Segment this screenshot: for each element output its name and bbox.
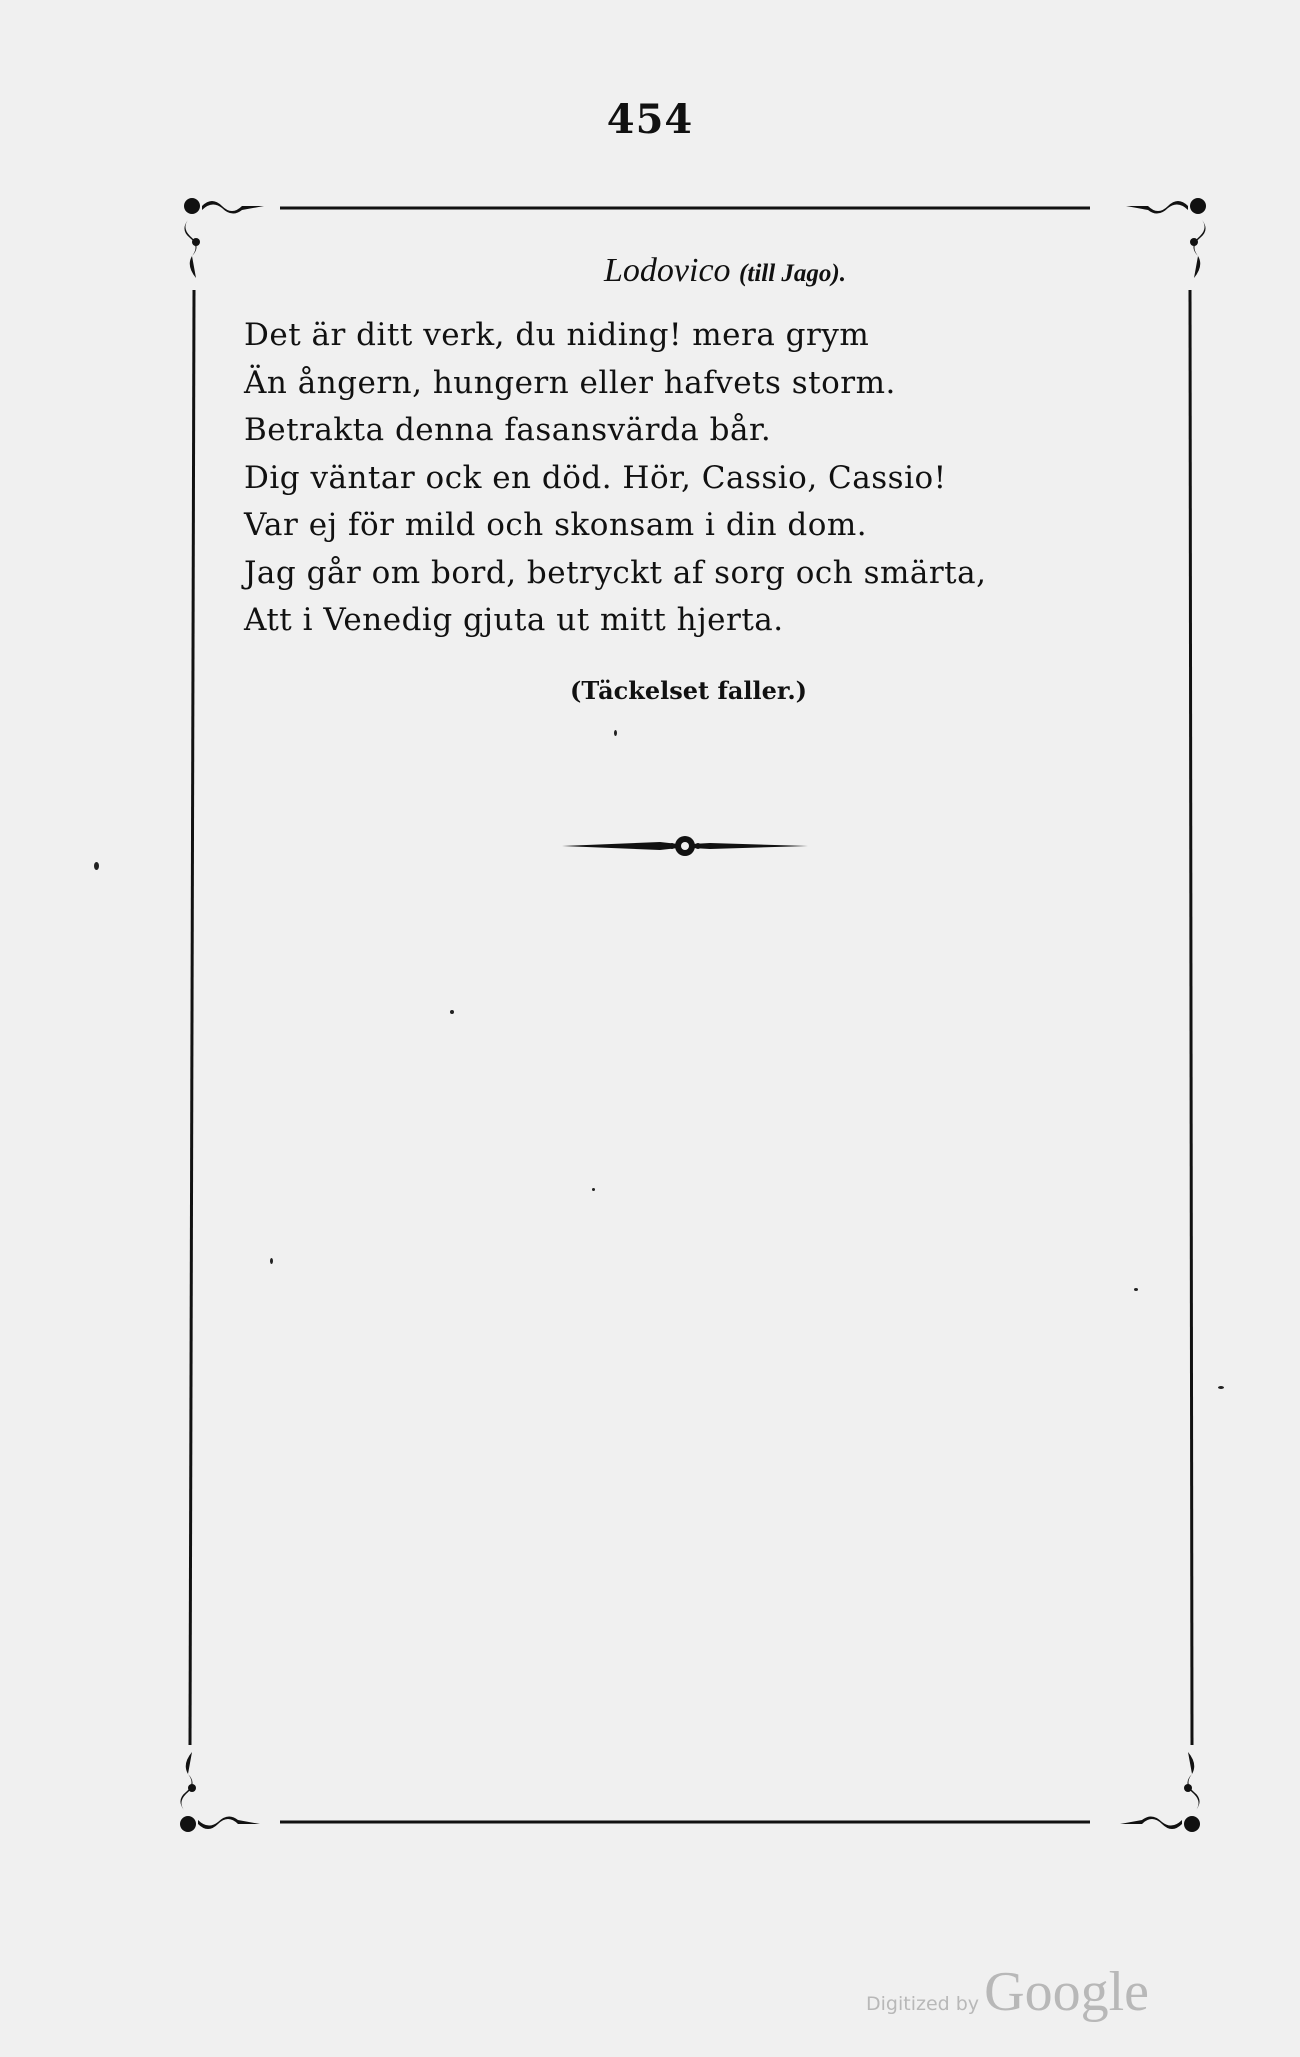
print-speck: [592, 1188, 595, 1191]
verse-line: Än ångern, hungern eller hafvets storm.: [244, 364, 896, 401]
print-speck: [614, 730, 617, 736]
corner-ornament-bottom-left-icon: [180, 1752, 260, 1832]
verse-line: Jag går om bord, betryckt af sorg och smärta,: [244, 554, 987, 591]
stage-direction: (Täckelset faller.): [570, 676, 808, 705]
verse-line: Var ej för mild och skonsam i din dom.: [244, 507, 868, 543]
print-speck: [1134, 1288, 1138, 1291]
watermark-prefix: Digitized by: [866, 1993, 980, 2015]
tail-piece-ornament-icon: [560, 828, 810, 868]
verse-block: [244, 312, 986, 645]
corner-ornament-bottom-right-icon: [1120, 1752, 1200, 1832]
digitized-by-google-watermark: [866, 1960, 1149, 2024]
watermark-brand: Google: [984, 1961, 1149, 2023]
corner-ornament-top-left-icon: [184, 198, 264, 278]
print-speck: [94, 862, 99, 870]
verse-line: Att i Venedig gjuta ut mitt hjerta.: [244, 602, 784, 638]
verse-line: Betrakta denna fasansvärda bår.: [244, 412, 772, 448]
verse-line: Det är ditt verk, du niding! mera grym: [244, 317, 870, 353]
corner-ornament-top-right-icon: [1126, 198, 1206, 278]
verse-line: Dig väntar ock en död. Hör, Cassio, Cassio!: [244, 459, 947, 496]
speaker-direction: (till Jago).: [739, 260, 846, 287]
speaker-heading: [604, 252, 846, 290]
page-number: 454: [606, 96, 694, 143]
print-speck: [1218, 1386, 1224, 1389]
speaker-name: Lodovico: [604, 252, 731, 289]
print-speck: [270, 1258, 273, 1264]
print-speck: [450, 1010, 454, 1014]
